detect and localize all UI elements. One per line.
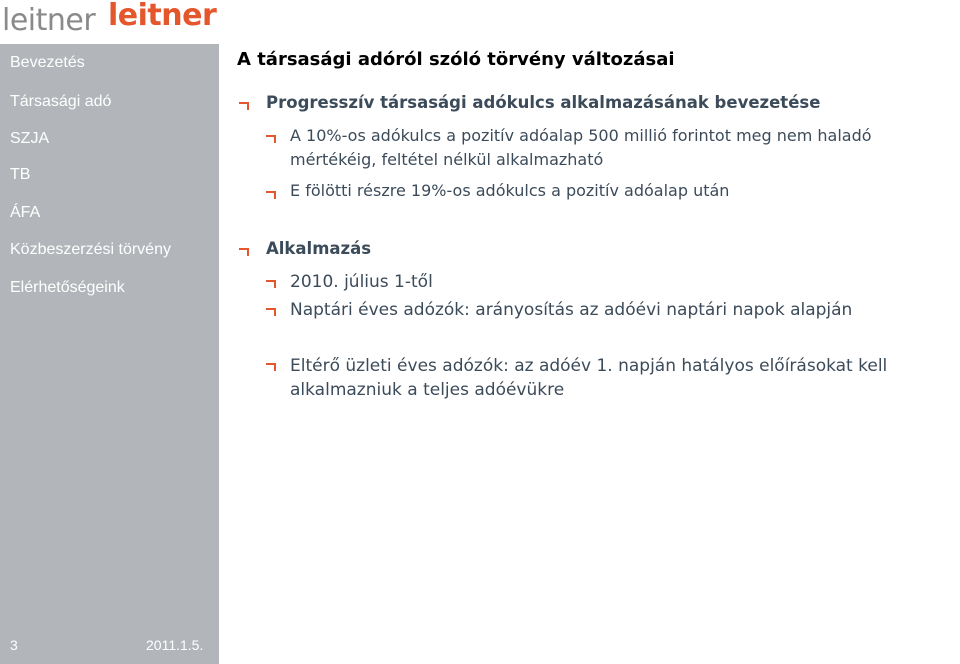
sidebar-item-szja[interactable]: SZJA [10,130,50,147]
bullet-icon [266,191,276,199]
page-title: A társasági adóról szóló törvény változásai [237,49,675,70]
list-item: Naptári éves adózók: arányosítás az adóévi naptári napok alapján [290,300,853,320]
bullet-icon [239,102,249,110]
list-item: 2010. július 1-től [290,272,433,292]
bullet-icon [266,363,276,371]
sidebar-nav [0,44,219,664]
bullet-icon [266,280,276,288]
bullet-icon [266,135,276,143]
bullet-icon [239,248,249,256]
list-item: E fölötti részre 19%-os adókulcs a pozitív adóalap után [290,181,730,200]
leitner-logo-gray: leitner [2,3,96,38]
bullet-icon [266,308,276,316]
slide-content [219,44,960,664]
logo-bar [0,0,960,44]
leitner-logo-red: leitner [108,0,217,33]
sidebar-item-bevezetes[interactable]: Bevezetés [10,54,85,71]
section-heading-alkalmazas: Alkalmazás [266,239,372,258]
slide-date: 2011.1.5. [146,637,204,653]
sidebar-item-tb[interactable]: TB [10,166,31,183]
section-heading-progressive: Progresszív társasági adókulcs alkalmazásának bevezetése [266,93,821,112]
sidebar-item-tarsasagi-ado[interactable]: Társasági adó [10,93,112,110]
page-number: 3 [10,637,18,653]
sidebar-item-kozbeszerzesi-torveny[interactable]: Közbeszerzési törvény [10,241,171,258]
list-item: Eltérő üzleti éves adózók: az adóév 1. napján hatályos előírásokat kell alkalmazniuk a teljes adóévükre [290,356,888,400]
list-item: A 10%-os adókulcs a pozitív adóalap 500 millió forintot meg nem haladó mértékéig, feltétel nélkül alkalmazható [290,126,872,169]
sidebar-item-afa[interactable]: ÁFA [10,204,41,221]
sidebar-item-elerhetosegeink[interactable]: Elérhetőségeink [10,279,125,296]
